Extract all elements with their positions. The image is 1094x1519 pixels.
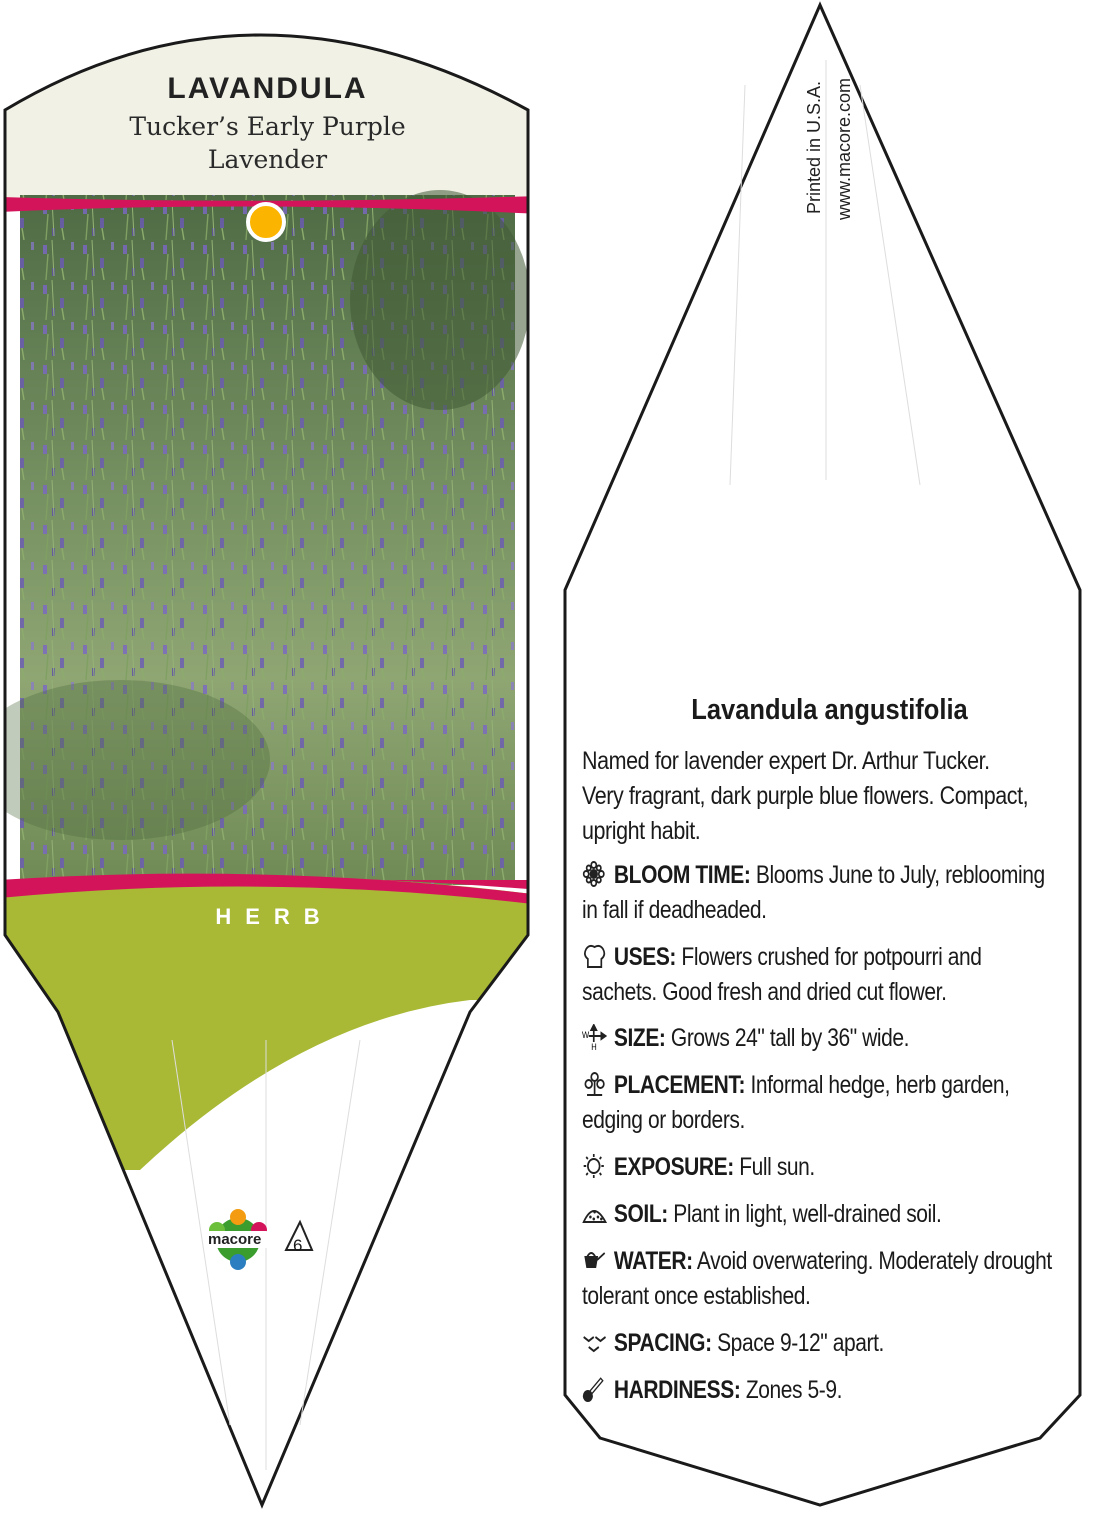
plant-category: HERB — [215, 904, 334, 929]
attribute-value: Avoid overwatering. Moderately drought tolerant once established. — [582, 1247, 1052, 1310]
attribute-bloom-time — [582, 858, 1061, 928]
attribute-placement — [582, 1068, 1061, 1138]
plants-icon — [582, 1071, 612, 1097]
recycle-code: 6 — [293, 1236, 303, 1255]
attribute-value: Zones 5-9. — [745, 1376, 843, 1404]
plant-genus: LAVANDULA — [167, 72, 368, 105]
soil-icon — [582, 1200, 612, 1226]
attribute-value: Plant in light, well-drained soil. — [673, 1200, 942, 1228]
svg-text:W: W — [582, 1029, 589, 1041]
attribute-value: Informal hedge, herb garden, edging or borders. — [582, 1071, 1010, 1134]
attribute-key: PLACEMENT: — [613, 1071, 746, 1099]
latin-name: Lavandula angustifolia — [691, 694, 968, 726]
attribute-size — [582, 1021, 1061, 1056]
attribute-water — [582, 1244, 1061, 1314]
attribute-key: EXPOSURE: — [613, 1153, 734, 1181]
attribute-value: Grows 24" tall by 36" wide. — [670, 1024, 910, 1052]
attribute-spacing — [582, 1326, 1061, 1361]
attribute-value: Blooms June to July, reblooming in fall if deadheaded. — [582, 861, 1045, 924]
watering-can-icon — [582, 1247, 612, 1273]
sun-dot-icon — [248, 204, 284, 240]
attribute-key: SPACING: — [613, 1329, 712, 1357]
thermometer-icon — [582, 1376, 612, 1402]
attribute-value: Flowers crushed for potpourri and sachets. Good fresh and dried cut flower. — [582, 943, 982, 1006]
printed-in: Printed in U.S.A. — [804, 80, 824, 214]
common-name-line1: Tucker’s Early Purple — [129, 112, 406, 141]
attribute-key: WATER: — [613, 1247, 693, 1275]
attribute-value: Full sun. — [739, 1153, 815, 1181]
size-arrows-icon — [582, 1024, 612, 1050]
attribute-hardiness — [582, 1373, 1061, 1408]
attribute-soil — [582, 1197, 1061, 1232]
brand-name: macore — [208, 1231, 262, 1248]
website: www.macore.com — [834, 77, 854, 220]
attribute-exposure — [582, 1150, 1061, 1185]
chef-hat-icon — [582, 943, 612, 969]
attribute-key: USES: — [613, 943, 677, 971]
plant-description: Named for lavender expert Dr. Arthur Tucker. Very fragrant, dark purple blue flowers. Compact, upright habit. — [582, 747, 1029, 845]
svg-text:H: H — [591, 1041, 597, 1050]
sun-icon — [582, 1153, 612, 1179]
attribute-key: BLOOM TIME: — [613, 861, 751, 889]
attribute-key: HARDINESS: — [613, 1376, 741, 1404]
flower-icon — [582, 861, 612, 887]
attribute-key: SOIL: — [613, 1200, 668, 1228]
attribute-key: SIZE: — [613, 1024, 666, 1052]
common-name-line2: Lavender — [207, 145, 328, 174]
attribute-uses — [582, 940, 1061, 1010]
attribute-value: Space 9-12" apart. — [717, 1329, 884, 1357]
spacing-icon — [582, 1329, 612, 1355]
